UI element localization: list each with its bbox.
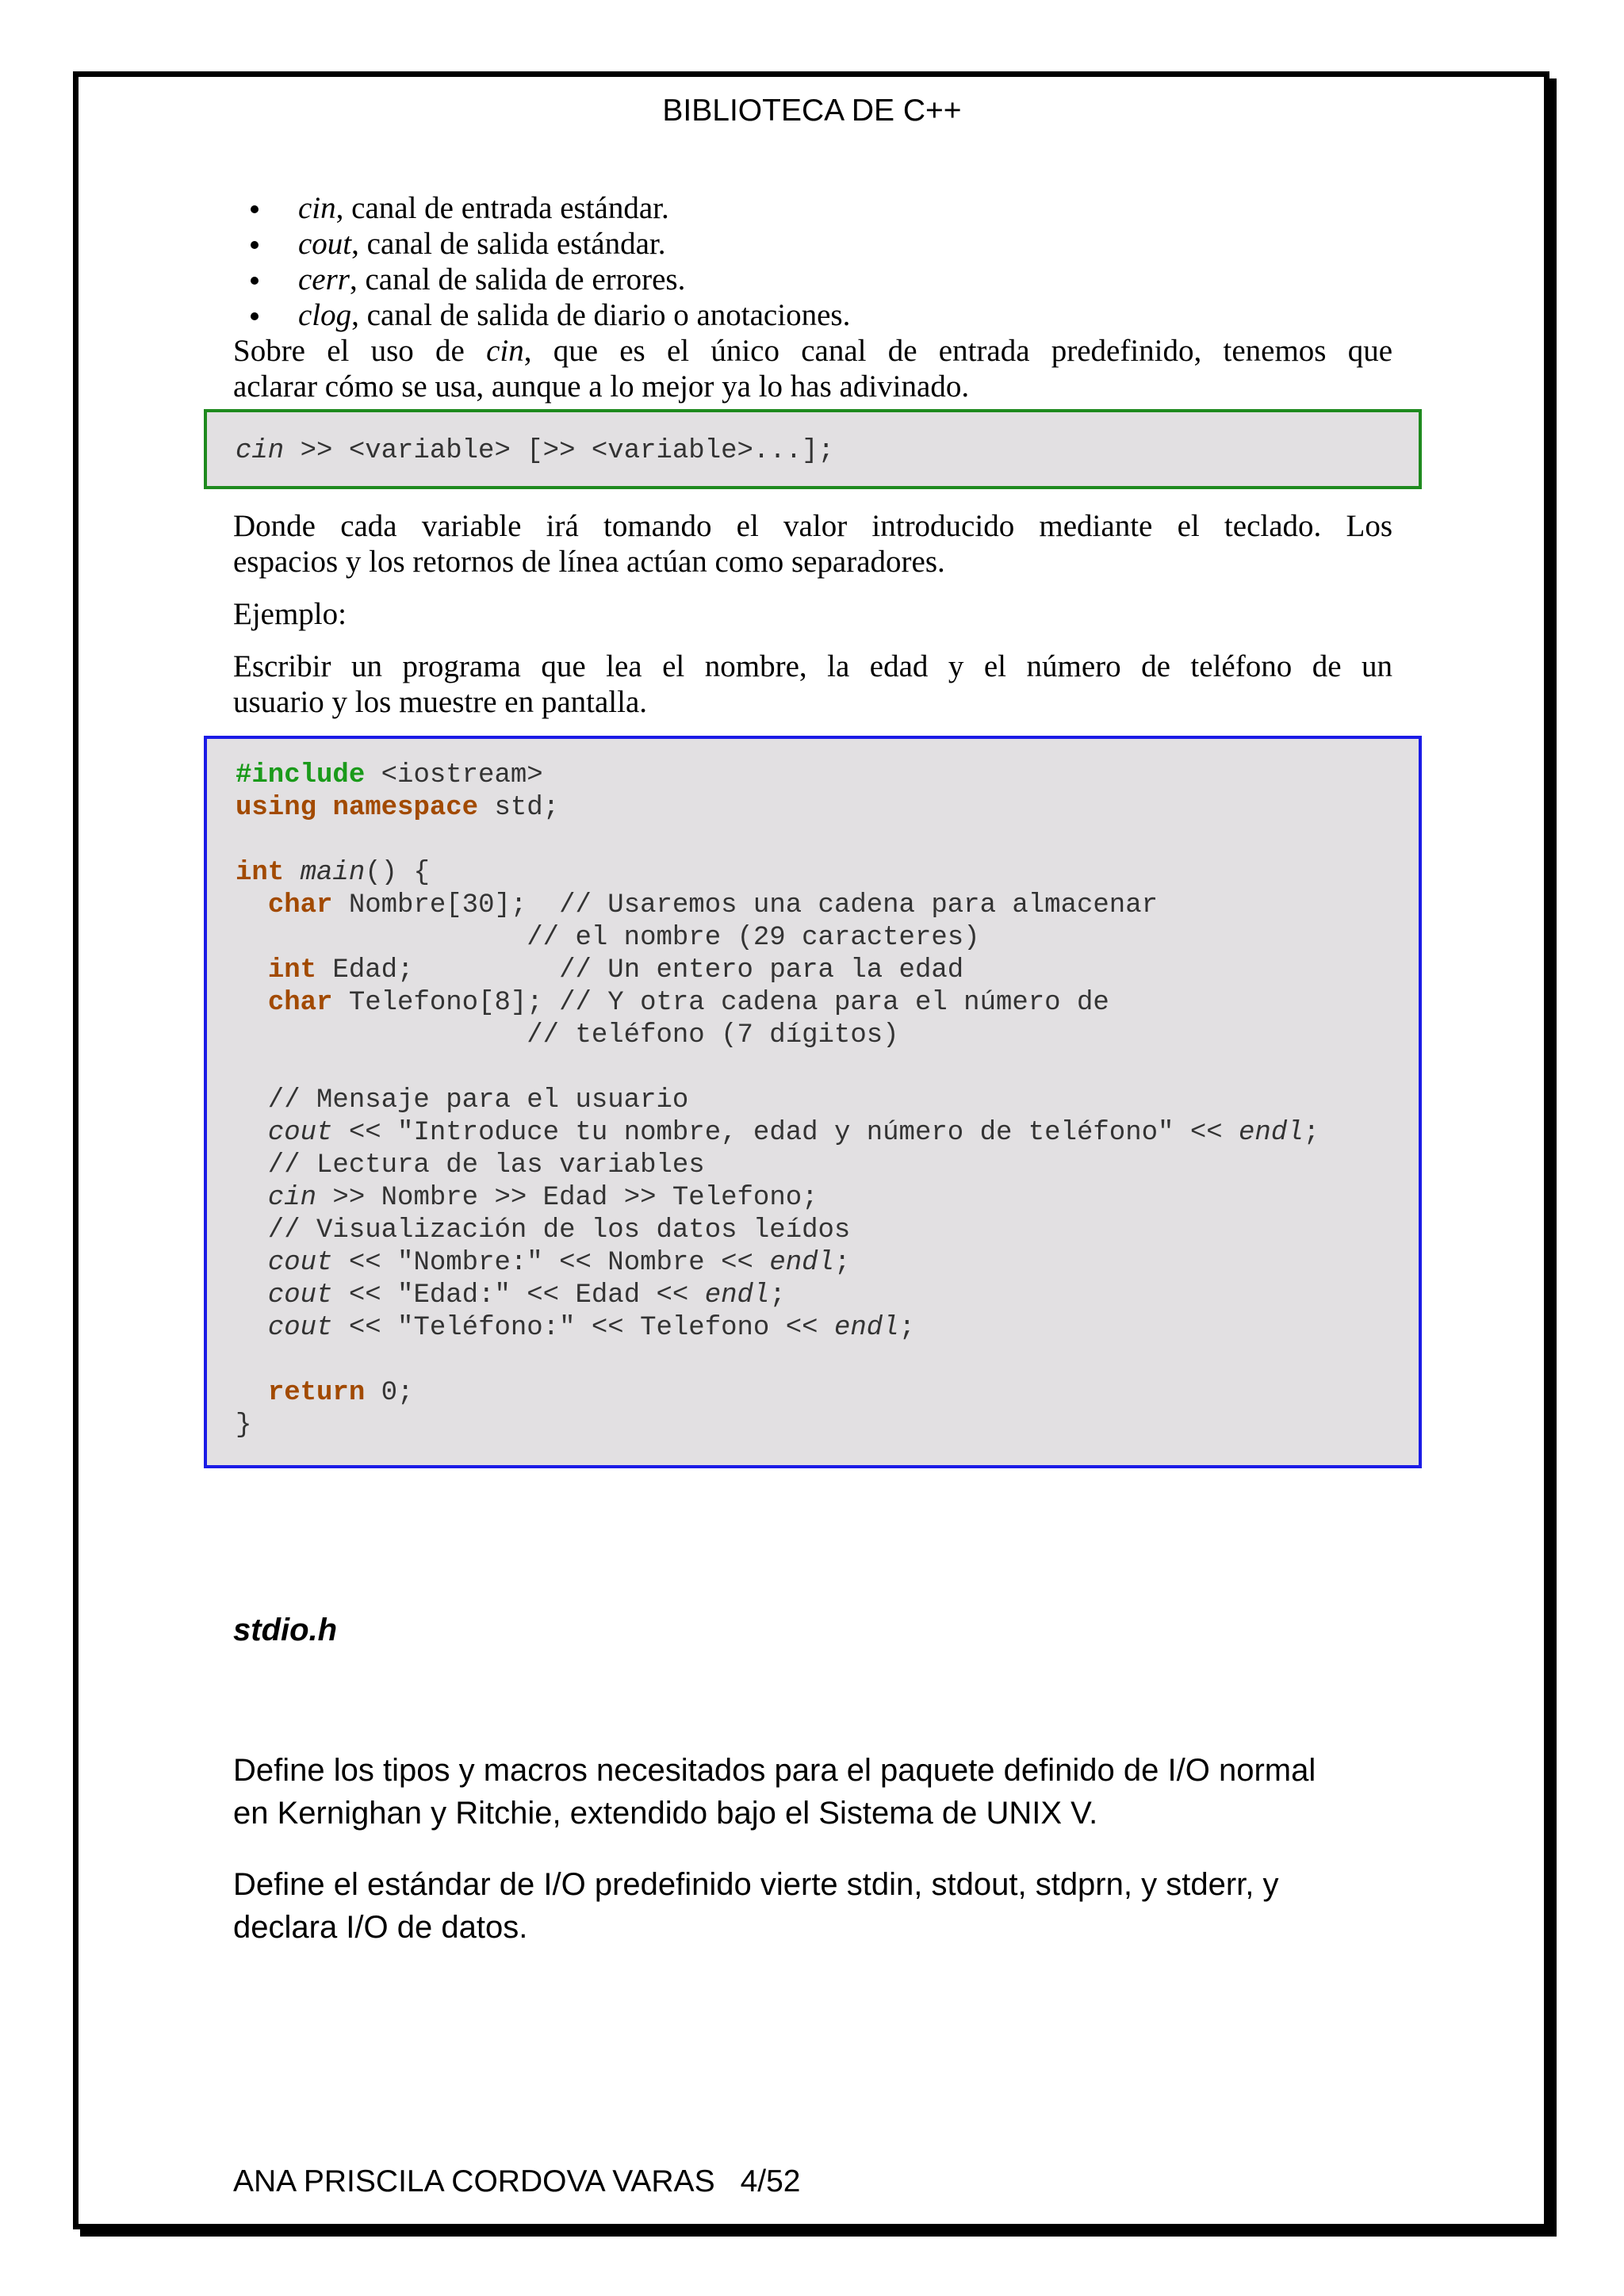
bullet-icon — [251, 241, 259, 249]
list-item: cout, canal de salida estándar. — [233, 226, 1392, 262]
page-header: BIBLIOTECA DE C++ — [662, 94, 962, 128]
section-paragraph: Define el estándar de I/O predefinido vierte stdin, stdout, stdprn, y stderr, y declara I/O de datos. — [233, 1867, 1279, 1945]
page-footer — [233, 2164, 801, 2199]
list-item: cerr, canal de salida de errores. — [233, 262, 1392, 297]
section-title: stdio.h — [233, 1613, 338, 1647]
syntax-code-block: cin >> <variable> [>> <variable>...]; — [204, 409, 1422, 489]
bullet-icon — [251, 205, 259, 213]
list-item: cin, canal de entrada estándar. — [233, 190, 1392, 226]
footer-author: ANA PRISCILA CORDOVA VARAS — [233, 2164, 715, 2198]
section-paragraph: Define los tipos y macros necesitados para el paquete definido de I/O normal en Kernighan y Ritchie, extendido bajo el Sistema de UNIX V. — [233, 1753, 1316, 1831]
stream-list — [233, 190, 1392, 333]
explanation-paragraph: Donde cada variable irá tomando el valor introducido mediante el teclado. Los espacios y los retornos de línea actúan como separadores. — [233, 509, 1392, 579]
bullet-icon — [251, 312, 259, 320]
example-code-block: #include <iostream> using namespace std; int main() { char Nombre[30]; // Usaremos una cadena para almacenar // el nombre (29 caracteres) int Edad; // Un entero para la edad char Telefono[8]; // Y otra cadena para el número de // teléfono (7 dígitos) // Mensaje para el usuario cout << "Introduce tu nombre, edad y número de teléfono" << endl; // Lectura de las variables cin >> Nombre >> Edad >> Telefono; // Visualización de los datos leídos cout << "Nombre:" << Nombre << endl; cout << "Edad:" << Edad << endl; cout << "Teléfono:" << Telefono << endl; return 0; } — [204, 736, 1422, 1468]
example-label: Ejemplo: — [233, 597, 347, 631]
example-description: Escribir un programa que lea el nombre, la edad y el número de teléfono de un usuario y los muestre en pantalla. — [233, 649, 1392, 719]
bullet-icon — [251, 277, 259, 285]
page-number: 4/52 — [740, 2164, 801, 2198]
list-item: clog, canal de salida de diario o anotaciones. — [233, 297, 1392, 333]
intro-paragraph: Sobre el uso de cin, que es el único canal de entrada predefinido, tenemos que aclarar cómo se usa, aunque a lo mejor ya lo has adivinado. — [233, 334, 1393, 404]
